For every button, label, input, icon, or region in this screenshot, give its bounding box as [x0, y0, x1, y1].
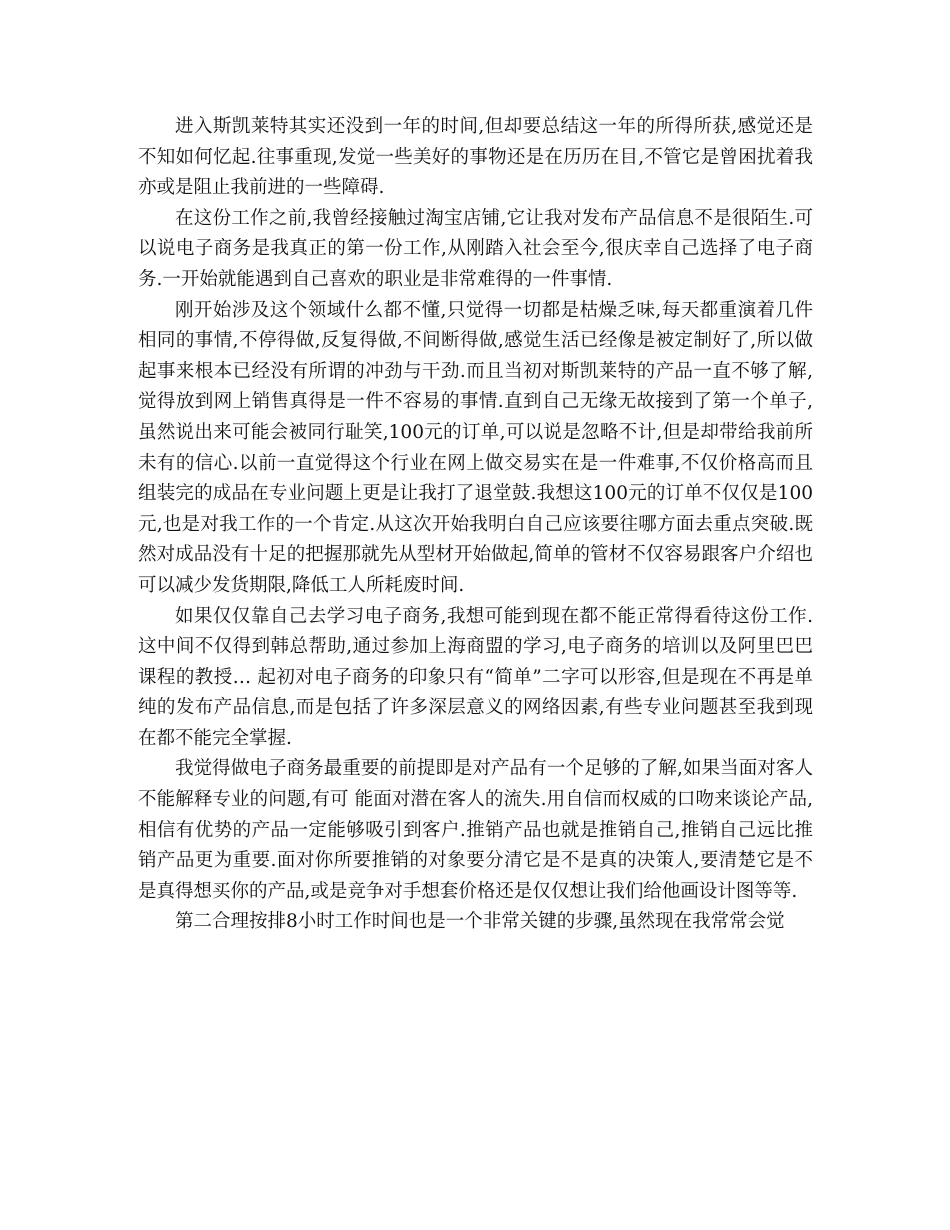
paragraph-2: 在这份工作之前,我曾经接触过淘宝店铺,它让我对发布产品信息不是很陌生.可以说电子商务是我真正的第一份工作,从刚踏入社会至今,很庆幸自己选择了电子商务.一开始就能遇到自己喜欢的职业是非常难得的一件事情. — [138, 207, 813, 290]
paragraph-5: 我觉得做电子商务最重要的前提即是对产品有一个足够的了解,如果当面对客人不能解释专业的问题,有可 能面对潜在客人的流失.用自信而权威的口吻来谈论产品,相信有优势的产品一定能够吸引到客户.推销产品也就是推销自己,推销自己远比推销产品更为重要.面对你所要推销的对象要分清它是不是真的决策人,要清楚它是不是真得想买你的产品,或是竞争对手想套价格还是仅仅想让我们给他画设计图等等. — [138, 758, 813, 902]
document-page — [138, 112, 813, 938]
paragraph-4: 如果仅仅靠自己去学习电子商务,我想可能到现在都不能正常得看待这份工作.这中间不仅得到韩总帮助,通过参加上海商盟的学习,电子商务的培训以及阿里巴巴课程的教授… 起初对电子商务的印象只有“简单”二字可以形容,但是现在不再是单纯的发布产品信息,而是包括了许多深层意义的网络因素,有些专业问题甚至我到现在都不能完全掌握. — [138, 605, 813, 749]
paragraph-3: 刚开始涉及这个领域什么都不懂,只觉得一切都是枯燥乏味,每天都重演着几件相同的事情,不停得做,反复得做,不间断得做,感觉生活已经像是被定制好了,所以做起事来根本已经没有所谓的冲劲与干劲.而且当初对斯凯莱特的产品一直不够了解,觉得放到网上销售真得是一件不容易的事情.直到自己无缘无故接到了第一个单子,虽然说出来可能会被同行耻笑,100元的订单,可以说是忽略不计,但是却带给我前所未有的信心.以前一直觉得这个行业在网上做交易实在是一件难事,不仅价格高而且组装完的成品在专业问题上更是让我打了退堂鼓.我想这100元的订单不仅仅是100元,也是对我工作的一个肯定.从这次开始我明白自己应该要往哪方面去重点突破.既然对成品没有十足的把握那就先从型材开始做起,简单的管材不仅容易跟客户介绍也可以减少发货期限,降低工人所耗废时间. — [138, 299, 813, 596]
paragraph-6: 第二合理按排8小时工作时间也是一个非常关键的步骤,虽然现在我常常会觉 — [175, 911, 785, 933]
paragraph-1: 进入斯凯莱特其实还没到一年的时间,但却要总结这一年的所得所获,感觉还是不知如何忆起.往事重现,发觉一些美好的事物还是在历历在目,不管它是曾困扰着我亦或是阻止我前进的一些障碍. — [138, 116, 813, 199]
